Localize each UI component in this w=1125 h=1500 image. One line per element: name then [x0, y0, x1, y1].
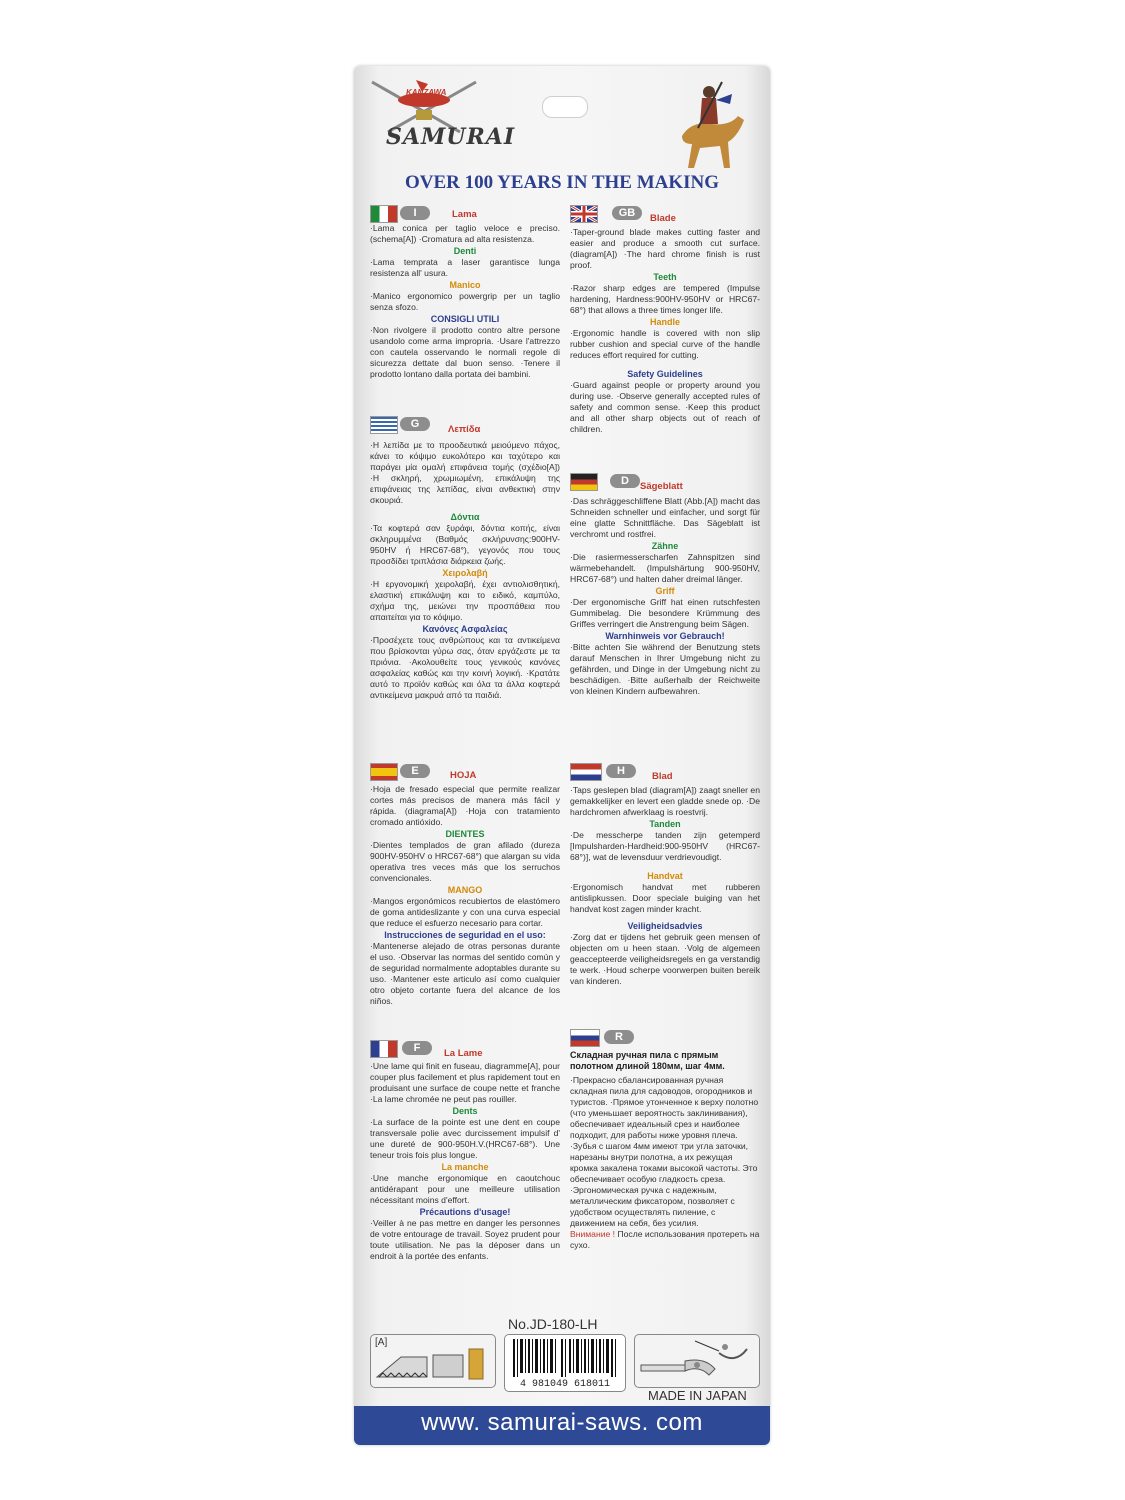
blister-card	[354, 66, 770, 1445]
section-title: Blad	[652, 771, 673, 782]
paragraph: ·La surface de la pointe est une dent en coupe transversale polie avec durcissement impulsif d' une dureté de 900-950H.V.(HRC67-68°). Une teneur trois fois plus longue.	[370, 1117, 560, 1160]
section-english	[570, 205, 760, 435]
paragraph: ·Guard against people or property around you during use. ·Observe generally accepted rules of safety and common sense. ·Keep this product and all other sharp objects out of reach of children.	[570, 380, 760, 434]
paragraph: ·Taps geslepen blad (diagram[A]) zaagt sneller en gemakkelijker en levert een gladde snede op. ·De hardchromen afwerklaag is roestvrij.	[570, 785, 760, 817]
subheading: Χειρολαβή	[442, 568, 488, 578]
flag-ru-icon	[570, 1029, 600, 1047]
subheading: DIENTES	[445, 829, 485, 839]
flag-it-icon	[370, 205, 398, 223]
folding-saw-diagram	[634, 1334, 760, 1388]
subheading: Κανόνες Ασφαλείας	[422, 624, 508, 634]
subheading: Dents	[452, 1106, 478, 1116]
subheading: La manche	[441, 1162, 489, 1172]
paragraph: ·Une manche ergonomique en caoutchouc antidérapant pour une meilleure utilisation nécessitant moins d'effort.	[370, 1173, 560, 1205]
flag-de-icon	[570, 473, 598, 491]
logo-text: SAMURAI	[386, 124, 516, 150]
paragraph: ·Das schräggeschliffene Blatt (Abb.[A]) macht das Schneiden schneller und einfacher, und sorgt für eine glatte Schnittfläche. Das Sägeblatt ist verchromt und rostfrei.	[570, 496, 760, 539]
paragraph: ·Προσέχετε τους ανθρώπους και τα αντικείμενα που βρίσκονται γύρω σας, όταν εργάζεστε με τα πριόνια. ·Ακολουθείτε τους γενικούς κανόνες ασφαλείας καθώς και την κοινή λογική. ·Κρατάτε αυτό το προϊόν καθώς και όλα τα άλλα κοφτερά αντικείμενα μακρυά από τα παιδιά.	[370, 635, 560, 700]
paragraph: ·Lama conica per taglio veloce e preciso. (schema[A]) ·Cromatura ad alta resistenza.	[370, 223, 560, 244]
saw-diagram	[370, 1334, 496, 1388]
subheading: Denti	[453, 246, 477, 256]
warning-label: Внимание !	[570, 1229, 616, 1239]
flag-gb-icon	[570, 205, 598, 223]
flag-gr-icon	[370, 416, 398, 434]
paragraph: ·Veiller à ne pas mettre en danger les personnes de votre entourage de travail. Soyez prudent pour toute utilisation. Ne pas la déposer dans un endroit à la portée des enfants.	[370, 1218, 560, 1261]
section-italian	[370, 205, 560, 380]
paragraph: ·Η εργονομική χειρολαβή, έχει αντιολισθητική, ελαστική επικάλυψη και το ειδικό, καμπύλο, σχήμα της, μειώνει την προσπάθεια που απαιτείται για το κόψιμο.	[370, 579, 560, 622]
section-german	[570, 473, 760, 697]
warning-text: После использования протереть на сухо.	[570, 1229, 760, 1250]
section-spanish	[370, 763, 560, 1007]
paragraph: ·Hoja de fresado especial que permite realizar cortes más precisos de manera más fácil y rápida. (diagrama[A]) ·Hoja con tratamiento cromado antióxido.	[370, 784, 560, 827]
section-title: Складная ручная пила с прямым полотном длиной 180мм, шаг 4мм.	[570, 1050, 725, 1071]
subheading: Safety Guidelines	[627, 369, 703, 379]
website-url: www. samurai-saws. com	[421, 1409, 703, 1436]
paragraph	[570, 1229, 760, 1251]
paragraph: ·Прекрасно сбалансированная ручная складная пила для садоводов, огородников и туристов. ·Прямое утонченное к верху полотно (что уменьшает вероятность заклинивания), обеспечивает идеальный срез и наиболее подходит, для работы ниже уровня плеча. ·Зубья с шагом 4мм имеют три угла заточки, нарезаны внутри полотна, а их режущая кромка закалена токами высокой частоты. Это обеспечивает особую гладкость среза. ·Эргономическая ручка с надежным, металлическим фиксатором, позволяет с удобством осуществлять пиление, с движением на себя, без усилия.	[570, 1075, 759, 1228]
paragraph: ·Τα κοφτερά σαν ξυράφι, δόντια κοπής, είναι σκληρυμμένα (Βαθμός σκλήρυνσης:900HV-950HV ή HRC67-68°), γεγονός που τους προσδίδει τριπλάσια διάρκεια ζωής.	[370, 523, 560, 566]
diagram-label: [A]	[375, 1337, 388, 1348]
lang-code: H	[606, 764, 636, 778]
section-title: Blade	[650, 213, 676, 224]
paragraph: ·Bitte achten Sie während der Benutzung stets darauf Menschen in Ihrer Umgebung nicht zu gefährden, und Dinge in der Umgebung nicht zu beschädigen. ·Bitte außerhalb der Reichweite von kleinen Kindern aufbewahren.	[570, 642, 760, 696]
lang-code: E	[400, 764, 430, 778]
subheading: Zähne	[651, 541, 679, 551]
subheading: Instrucciones de seguridad en el uso:	[384, 930, 546, 940]
paragraph: ·Der ergonomische Griff hat einen rutschfesten Gummibelag. Die besondere Krümmung des Griffes verringert die Anstrengung beim Sägen.	[570, 597, 760, 629]
section-russian	[570, 1029, 760, 1251]
paragraph: ·Mantenerse alejado de otras personas durante el uso. ·Observar las normas del sentido común y de seguridad normalmente adoptables durante su uso. ·Mantener este articulo así como cualquier otro objeto cortante fuera del alcance de los niños.	[370, 941, 560, 1006]
paragraph: ·Zorg dat er tijdens het gebruik geen mensen of objecten om u heen staan. ·Volg de algemeen geaccepteerde veiligheidsregels en ga verstandig te werk. ·Houd scherpe voorwerpen buiten bereik van kinderen.	[570, 932, 760, 986]
subheading: Précautions d'usage!	[419, 1207, 511, 1217]
lang-code: D	[610, 474, 640, 488]
subheading: Warnhinweis vor Gebrauch!	[605, 631, 725, 641]
section-dutch	[570, 763, 760, 987]
section-french	[370, 1040, 560, 1262]
paragraph: ·Mangos ergonómicos recubiertos de elastómero de goma antideslizante y con una curva especial que reduce el esfuerzo necesario para cortar.	[370, 896, 560, 928]
subheading: CONSIGLI UTILI	[430, 314, 500, 324]
paragraph: ·Dientes templados de gran afilado (dureza 900HV-950HV o HRC67-68°) que alargan su vida operativa tres veces más que los serruchos convencionales.	[370, 840, 560, 883]
paragraph: ·Ergonomic handle is covered with non slip rubber cushion and special curve of the handle reduces effort required for cutting.	[570, 328, 760, 360]
subheading: Handvat	[647, 871, 683, 881]
subheading: MANGO	[447, 885, 483, 895]
paragraph: ·Razor sharp edges are tempered (Impulse hardening, Hardness:900HV-950HV or HRC67-68°) that allows a three times longer life.	[570, 283, 760, 315]
lang-code: I	[400, 206, 430, 220]
hang-hole	[542, 96, 588, 118]
paragraph: ·Manico ergonomico powergrip per un taglio senza sfozo.	[370, 291, 560, 312]
paragraph: ·De messcherpe tanden zijn getemperd [Impulsharden-Hardheid:900-950HV (HRC67-68°)], wat de levensduur verdrievoudigt.	[570, 830, 760, 862]
warrior-on-horse-icon	[672, 80, 748, 172]
subheading: Δόντια	[450, 512, 480, 522]
maker-text: KANZAWA	[406, 88, 447, 97]
subheading: Teeth	[653, 272, 677, 282]
flag-fr-icon	[370, 1040, 398, 1058]
subheading: Handle	[649, 317, 680, 327]
paragraph: ·Η λεπίδα με το προοδευτικά μειούμενο πάχος, κάνει το κόψιμο ευκολότερο και ταχύτερο και παράγει μία ομαλή επιφάνεια τομής (σχέδιο[A]) ·Η σκληρή, χρωμιωμένη, επικάλυψη της επιφάνειας της λεπίδας, είναι ανθεκτική στην σκουριά.	[370, 440, 560, 505]
paragraph: ·Lama temprata a laser garantisce lunga resistenza all' usura.	[370, 257, 560, 278]
subheading: Tanden	[649, 819, 681, 829]
barcode	[504, 1334, 626, 1392]
lang-code: F	[402, 1041, 432, 1055]
section-title: Sägeblatt	[640, 481, 683, 492]
subheading: Manico	[449, 280, 481, 290]
section-title: HOJA	[450, 770, 477, 781]
lang-code: R	[604, 1030, 634, 1044]
paragraph: ·Non rivolgere il prodotto contro altre persone usandolo come arma impropria. ·Usare l'attrezzo con cautela osservando le normali regole di sicurezza dettate dal buon senso. ·Tenere il prodotto lontano dalla portata dei bambini.	[370, 325, 560, 379]
section-title: Lama	[452, 209, 477, 220]
flag-nl-icon	[570, 763, 602, 781]
paragraph: ·Ergonomisch handvat met rubberen antislipkussen. Door speciale buiging van het handvat kost zagen minder kracht.	[570, 882, 760, 914]
subheading: Veiligheidsadvies	[627, 921, 703, 931]
section-greek	[370, 416, 560, 701]
paragraph: ·Die rasiermesserscharfen Zahnspitzen sind wärmebehandelt. (Impulshärtung 900-950HV, HRC67-68°) und halten daher dreimal länger.	[570, 552, 760, 584]
subheading: Griff	[655, 586, 675, 596]
lang-code: GB	[612, 206, 642, 220]
barcode-number: 4 981049 618011	[519, 1379, 610, 1390]
paragraph: ·Une lame qui finit en fuseau, diagramme[A], pour couper plus facilement et plus rapidement tout en produisant une surface de coupe nette et franche ·La lame chromée ne peut pas rouiller.	[370, 1061, 560, 1104]
flag-es-icon	[370, 763, 398, 781]
folding-saw-diagram-icon	[635, 1335, 759, 1387]
barcode-icon	[505, 1337, 625, 1379]
section-title: Λεπίδα	[448, 424, 481, 435]
headline: OVER 100 YEARS IN THE MAKING	[404, 172, 720, 193]
paragraph: ·Taper-ground blade makes cutting faster and easier and produce a smooth cut surface. (diagram[A]) ·The hard chrome finish is rust proof.	[570, 227, 760, 270]
model-number: No.JD-180-LH	[508, 1316, 598, 1332]
lang-code: G	[400, 417, 430, 431]
saw-diagram-icon	[371, 1335, 495, 1387]
origin-text: MADE IN JAPAN	[648, 1388, 747, 1403]
section-title: La Lame	[444, 1048, 483, 1059]
